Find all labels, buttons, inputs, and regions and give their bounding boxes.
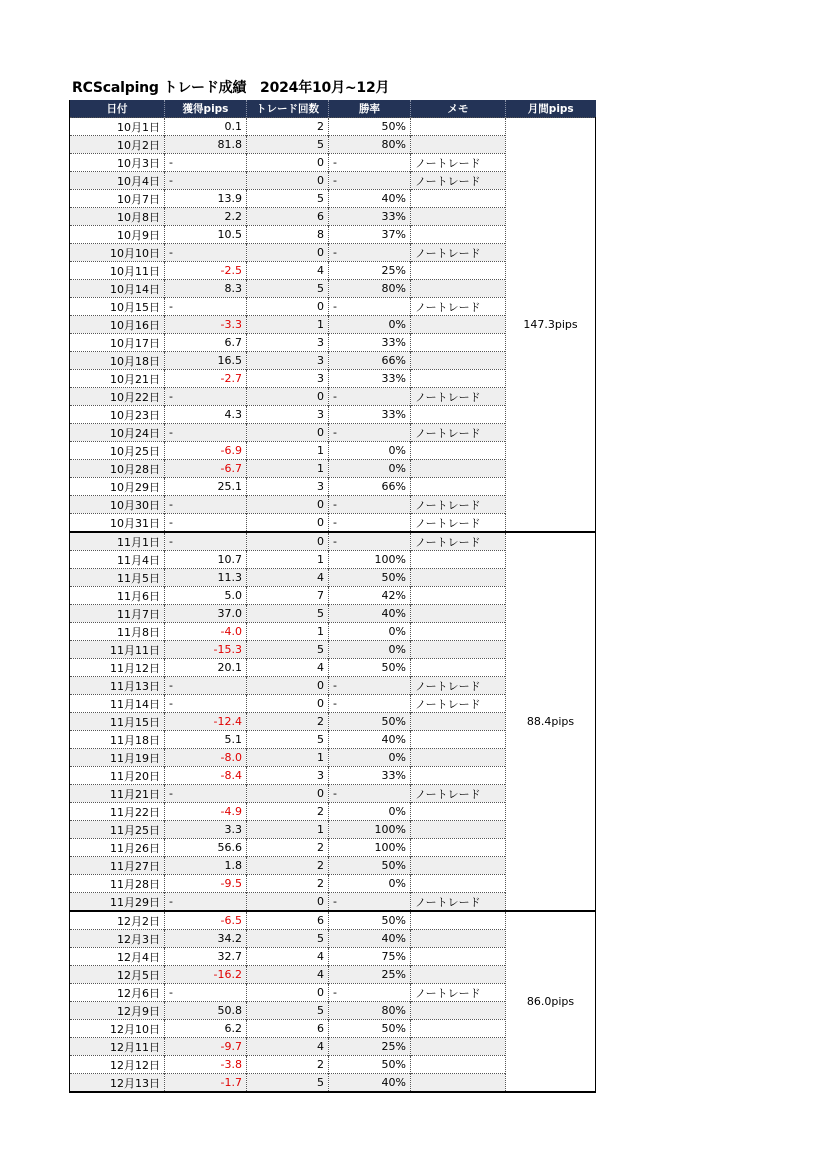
win-rate-cell: 40% <box>329 731 411 749</box>
memo-cell <box>411 605 506 623</box>
win-rate-cell: 33% <box>329 370 411 388</box>
trade-count-cell: 5 <box>247 280 329 298</box>
trade-count-cell: 0 <box>247 172 329 190</box>
pips-cell: -15.3 <box>165 641 247 659</box>
pips-cell: - <box>165 893 247 912</box>
header-pips: 獲得pips <box>165 100 247 118</box>
monthly-pips-cell: 147.3pips <box>506 118 596 533</box>
header-monthly-pips: 月間pips <box>506 100 596 118</box>
trade-count-cell: 3 <box>247 334 329 352</box>
win-rate-cell: 25% <box>329 966 411 984</box>
pips-cell: -1.7 <box>165 1074 247 1093</box>
win-rate-cell: 0% <box>329 442 411 460</box>
pips-cell: -16.2 <box>165 966 247 984</box>
date-cell: 10月8日 <box>70 208 165 226</box>
pips-cell: -8.0 <box>165 749 247 767</box>
memo-cell <box>411 659 506 677</box>
win-rate-cell: 100% <box>329 821 411 839</box>
date-cell: 11月6日 <box>70 587 165 605</box>
header-row <box>70 100 596 118</box>
pips-cell: - <box>165 496 247 514</box>
memo-cell <box>411 208 506 226</box>
pips-cell: -6.9 <box>165 442 247 460</box>
memo-cell <box>411 551 506 569</box>
memo-cell <box>411 623 506 641</box>
memo-cell: ノートレード <box>411 298 506 316</box>
trade-count-cell: 5 <box>247 136 329 154</box>
date-cell: 11月13日 <box>70 677 165 695</box>
date-cell: 11月22日 <box>70 803 165 821</box>
memo-cell: ノートレード <box>411 388 506 406</box>
pips-cell: 4.3 <box>165 406 247 424</box>
win-rate-cell: - <box>329 984 411 1002</box>
pips-cell: 5.0 <box>165 587 247 605</box>
win-rate-cell: 100% <box>329 551 411 569</box>
win-rate-cell: 0% <box>329 641 411 659</box>
memo-cell <box>411 839 506 857</box>
win-rate-cell: 0% <box>329 803 411 821</box>
date-cell: 11月8日 <box>70 623 165 641</box>
date-cell: 11月1日 <box>70 532 165 551</box>
date-cell: 10月9日 <box>70 226 165 244</box>
win-rate-cell: - <box>329 514 411 533</box>
win-rate-cell: - <box>329 695 411 713</box>
win-rate-cell: - <box>329 298 411 316</box>
date-cell: 10月14日 <box>70 280 165 298</box>
trade-count-cell: 6 <box>247 1020 329 1038</box>
memo-cell <box>411 406 506 424</box>
date-cell: 11月21日 <box>70 785 165 803</box>
pips-cell: -3.3 <box>165 316 247 334</box>
pips-cell: -4.0 <box>165 623 247 641</box>
pips-cell: -8.4 <box>165 767 247 785</box>
memo-cell: ノートレード <box>411 424 506 442</box>
date-cell: 10月2日 <box>70 136 165 154</box>
win-rate-cell: 66% <box>329 478 411 496</box>
trade-count-cell: 3 <box>247 370 329 388</box>
trade-count-cell: 2 <box>247 713 329 731</box>
table-body <box>70 118 596 1093</box>
memo-cell <box>411 857 506 875</box>
trade-count-cell: 0 <box>247 893 329 912</box>
table-row <box>70 532 596 551</box>
win-rate-cell: 50% <box>329 118 411 136</box>
date-cell: 12月6日 <box>70 984 165 1002</box>
win-rate-cell: - <box>329 244 411 262</box>
date-cell: 12月4日 <box>70 948 165 966</box>
date-cell: 12月13日 <box>70 1074 165 1093</box>
trade-count-cell: 7 <box>247 587 329 605</box>
win-rate-cell: 50% <box>329 911 411 930</box>
date-cell: 10月30日 <box>70 496 165 514</box>
win-rate-cell: - <box>329 677 411 695</box>
win-rate-cell: 50% <box>329 1020 411 1038</box>
trade-count-cell: 1 <box>247 551 329 569</box>
win-rate-cell: 80% <box>329 1002 411 1020</box>
memo-cell: ノートレード <box>411 695 506 713</box>
win-rate-cell: 40% <box>329 1074 411 1093</box>
trade-count-cell: 2 <box>247 857 329 875</box>
pips-cell: 32.7 <box>165 948 247 966</box>
date-cell: 11月12日 <box>70 659 165 677</box>
memo-cell <box>411 460 506 478</box>
date-cell: 10月28日 <box>70 460 165 478</box>
win-rate-cell: 33% <box>329 767 411 785</box>
header-win-rate: 勝率 <box>329 100 411 118</box>
date-cell: 10月23日 <box>70 406 165 424</box>
date-cell: 11月25日 <box>70 821 165 839</box>
trade-count-cell: 4 <box>247 569 329 587</box>
pips-cell: - <box>165 298 247 316</box>
pips-cell: -2.7 <box>165 370 247 388</box>
trade-count-cell: 0 <box>247 532 329 551</box>
trade-count-cell: 0 <box>247 298 329 316</box>
trade-count-cell: 0 <box>247 514 329 533</box>
win-rate-cell: 80% <box>329 136 411 154</box>
memo-cell <box>411 478 506 496</box>
trade-count-cell: 5 <box>247 731 329 749</box>
pips-cell: -6.5 <box>165 911 247 930</box>
date-cell: 11月27日 <box>70 857 165 875</box>
memo-cell <box>411 316 506 334</box>
pips-cell: - <box>165 785 247 803</box>
date-cell: 12月11日 <box>70 1038 165 1056</box>
pips-cell: - <box>165 677 247 695</box>
win-rate-cell: 33% <box>329 406 411 424</box>
pips-cell: -9.5 <box>165 875 247 893</box>
date-cell: 10月7日 <box>70 190 165 208</box>
memo-cell: ノートレード <box>411 244 506 262</box>
date-cell: 10月3日 <box>70 154 165 172</box>
memo-cell <box>411 352 506 370</box>
trade-count-cell: 3 <box>247 406 329 424</box>
monthly-pips-cell: 86.0pips <box>506 911 596 1092</box>
date-cell: 12月2日 <box>70 911 165 930</box>
trade-count-cell: 1 <box>247 442 329 460</box>
trade-count-cell: 2 <box>247 839 329 857</box>
win-rate-cell: 75% <box>329 948 411 966</box>
pips-cell: - <box>165 695 247 713</box>
trade-count-cell: 0 <box>247 154 329 172</box>
memo-cell <box>411 749 506 767</box>
date-cell: 11月5日 <box>70 569 165 587</box>
trade-count-cell: 4 <box>247 659 329 677</box>
date-cell: 10月25日 <box>70 442 165 460</box>
trade-count-cell: 0 <box>247 388 329 406</box>
win-rate-cell: 50% <box>329 659 411 677</box>
trade-count-cell: 1 <box>247 821 329 839</box>
memo-cell <box>411 587 506 605</box>
pips-cell: 34.2 <box>165 930 247 948</box>
pips-cell: - <box>165 424 247 442</box>
memo-cell <box>411 1038 506 1056</box>
win-rate-cell: - <box>329 496 411 514</box>
win-rate-cell: 50% <box>329 857 411 875</box>
memo-cell: ノートレード <box>411 893 506 912</box>
memo-cell <box>411 948 506 966</box>
win-rate-cell: - <box>329 893 411 912</box>
trade-count-cell: 2 <box>247 803 329 821</box>
memo-cell <box>411 280 506 298</box>
trade-count-cell: 4 <box>247 1038 329 1056</box>
pips-cell: - <box>165 532 247 551</box>
trade-count-cell: 0 <box>247 785 329 803</box>
memo-cell: ノートレード <box>411 172 506 190</box>
trade-count-cell: 6 <box>247 208 329 226</box>
memo-cell: ノートレード <box>411 496 506 514</box>
win-rate-cell: 40% <box>329 605 411 623</box>
date-cell: 10月1日 <box>70 118 165 136</box>
memo-cell <box>411 875 506 893</box>
memo-cell <box>411 1056 506 1074</box>
win-rate-cell: 50% <box>329 1056 411 1074</box>
win-rate-cell: 50% <box>329 569 411 587</box>
trade-count-cell: 8 <box>247 226 329 244</box>
trade-count-cell: 0 <box>247 695 329 713</box>
trade-count-cell: 2 <box>247 875 329 893</box>
date-cell: 10月10日 <box>70 244 165 262</box>
memo-cell <box>411 767 506 785</box>
date-cell: 10月18日 <box>70 352 165 370</box>
date-cell: 11月11日 <box>70 641 165 659</box>
table-row <box>70 118 596 136</box>
memo-cell: ノートレード <box>411 677 506 695</box>
trade-count-cell: 1 <box>247 460 329 478</box>
win-rate-cell: - <box>329 424 411 442</box>
trade-count-cell: 0 <box>247 244 329 262</box>
pips-cell: - <box>165 514 247 533</box>
trade-count-cell: 1 <box>247 316 329 334</box>
pips-cell: - <box>165 984 247 1002</box>
date-cell: 11月4日 <box>70 551 165 569</box>
win-rate-cell: 0% <box>329 875 411 893</box>
win-rate-cell: 0% <box>329 749 411 767</box>
pips-cell: 1.8 <box>165 857 247 875</box>
date-cell: 11月18日 <box>70 731 165 749</box>
trade-count-cell: 3 <box>247 352 329 370</box>
date-cell: 10月22日 <box>70 388 165 406</box>
win-rate-cell: 25% <box>329 1038 411 1056</box>
date-cell: 10月16日 <box>70 316 165 334</box>
pips-cell: 25.1 <box>165 478 247 496</box>
trade-count-cell: 5 <box>247 930 329 948</box>
date-cell: 12月12日 <box>70 1056 165 1074</box>
memo-cell <box>411 569 506 587</box>
win-rate-cell: 66% <box>329 352 411 370</box>
date-cell: 11月7日 <box>70 605 165 623</box>
pips-cell: - <box>165 244 247 262</box>
pips-cell: 10.7 <box>165 551 247 569</box>
pips-cell: 11.3 <box>165 569 247 587</box>
trade-count-cell: 0 <box>247 424 329 442</box>
win-rate-cell: 37% <box>329 226 411 244</box>
pips-cell: 37.0 <box>165 605 247 623</box>
win-rate-cell: 40% <box>329 190 411 208</box>
header-date: 日付 <box>70 100 165 118</box>
date-cell: 12月10日 <box>70 1020 165 1038</box>
pips-cell: 81.8 <box>165 136 247 154</box>
date-cell: 12月9日 <box>70 1002 165 1020</box>
memo-cell <box>411 136 506 154</box>
pips-cell: 5.1 <box>165 731 247 749</box>
trade-count-cell: 6 <box>247 911 329 930</box>
win-rate-cell: 0% <box>329 316 411 334</box>
date-cell: 11月14日 <box>70 695 165 713</box>
pips-cell: - <box>165 388 247 406</box>
date-cell: 10月11日 <box>70 262 165 280</box>
trade-count-cell: 5 <box>247 190 329 208</box>
win-rate-cell: 80% <box>329 280 411 298</box>
trade-count-cell: 0 <box>247 496 329 514</box>
win-rate-cell: - <box>329 785 411 803</box>
win-rate-cell: 0% <box>329 623 411 641</box>
pips-cell: -9.7 <box>165 1038 247 1056</box>
pips-cell: - <box>165 172 247 190</box>
date-cell: 10月4日 <box>70 172 165 190</box>
date-cell: 11月26日 <box>70 839 165 857</box>
memo-cell <box>411 1002 506 1020</box>
memo-cell <box>411 1020 506 1038</box>
win-rate-cell: 50% <box>329 713 411 731</box>
memo-cell <box>411 226 506 244</box>
memo-cell: ノートレード <box>411 514 506 533</box>
win-rate-cell: - <box>329 532 411 551</box>
pips-cell: 8.3 <box>165 280 247 298</box>
trade-count-cell: 5 <box>247 1002 329 1020</box>
trade-count-cell: 3 <box>247 767 329 785</box>
win-rate-cell: 0% <box>329 460 411 478</box>
header-trade-count: トレード回数 <box>247 100 329 118</box>
pips-cell: -6.7 <box>165 460 247 478</box>
memo-cell: ノートレード <box>411 984 506 1002</box>
win-rate-cell: 42% <box>329 587 411 605</box>
win-rate-cell: 100% <box>329 839 411 857</box>
trade-count-cell: 4 <box>247 966 329 984</box>
trade-count-cell: 5 <box>247 1074 329 1093</box>
memo-cell <box>411 803 506 821</box>
pips-cell: 50.8 <box>165 1002 247 1020</box>
memo-cell <box>411 731 506 749</box>
trade-count-cell: 4 <box>247 262 329 280</box>
trade-count-cell: 0 <box>247 677 329 695</box>
trade-count-cell: 1 <box>247 623 329 641</box>
pips-cell: 2.2 <box>165 208 247 226</box>
pips-cell: 0.1 <box>165 118 247 136</box>
pips-cell: -12.4 <box>165 713 247 731</box>
date-cell: 11月19日 <box>70 749 165 767</box>
table-row <box>70 911 596 930</box>
date-cell: 12月5日 <box>70 966 165 984</box>
pips-cell: 3.3 <box>165 821 247 839</box>
memo-cell <box>411 442 506 460</box>
memo-cell <box>411 118 506 136</box>
win-rate-cell: 33% <box>329 334 411 352</box>
memo-cell: ノートレード <box>411 785 506 803</box>
win-rate-cell: - <box>329 388 411 406</box>
trade-count-cell: 5 <box>247 641 329 659</box>
date-cell: 10月29日 <box>70 478 165 496</box>
trade-count-cell: 2 <box>247 118 329 136</box>
date-cell: 11月20日 <box>70 767 165 785</box>
win-rate-cell: - <box>329 154 411 172</box>
date-cell: 10月15日 <box>70 298 165 316</box>
memo-cell <box>411 334 506 352</box>
pips-cell: -4.9 <box>165 803 247 821</box>
memo-cell: ノートレード <box>411 532 506 551</box>
date-cell: 10月31日 <box>70 514 165 533</box>
trade-count-cell: 1 <box>247 749 329 767</box>
pips-cell: 13.9 <box>165 190 247 208</box>
memo-cell <box>411 641 506 659</box>
memo-cell <box>411 821 506 839</box>
pips-cell: - <box>165 154 247 172</box>
date-cell: 11月29日 <box>70 893 165 912</box>
date-cell: 10月17日 <box>70 334 165 352</box>
date-cell: 10月21日 <box>70 370 165 388</box>
header-memo: メモ <box>411 100 506 118</box>
pips-cell: 20.1 <box>165 659 247 677</box>
pips-cell: 56.6 <box>165 839 247 857</box>
memo-cell <box>411 190 506 208</box>
win-rate-cell: 33% <box>329 208 411 226</box>
date-cell: 11月15日 <box>70 713 165 731</box>
memo-cell <box>411 911 506 930</box>
win-rate-cell: 25% <box>329 262 411 280</box>
trade-count-cell: 3 <box>247 478 329 496</box>
monthly-pips-cell: 88.4pips <box>506 532 596 911</box>
date-cell: 12月3日 <box>70 930 165 948</box>
pips-cell: 10.5 <box>165 226 247 244</box>
trade-count-cell: 2 <box>247 1056 329 1074</box>
date-cell: 11月28日 <box>70 875 165 893</box>
date-cell: 10月24日 <box>70 424 165 442</box>
pips-cell: 6.2 <box>165 1020 247 1038</box>
pips-cell: -3.8 <box>165 1056 247 1074</box>
trade-count-cell: 5 <box>247 605 329 623</box>
memo-cell <box>411 966 506 984</box>
win-rate-cell: - <box>329 172 411 190</box>
report-title: RCScalping トレード成績 2024年10月~12月 <box>72 80 390 96</box>
memo-cell <box>411 930 506 948</box>
pips-cell: 6.7 <box>165 334 247 352</box>
trade-count-cell: 4 <box>247 948 329 966</box>
memo-cell: ノートレード <box>411 154 506 172</box>
trade-count-cell: 0 <box>247 984 329 1002</box>
trade-results-table <box>69 100 596 1093</box>
memo-cell <box>411 713 506 731</box>
memo-cell <box>411 370 506 388</box>
win-rate-cell: 40% <box>329 930 411 948</box>
pips-cell: -2.5 <box>165 262 247 280</box>
pips-cell: 16.5 <box>165 352 247 370</box>
memo-cell <box>411 262 506 280</box>
memo-cell <box>411 1074 506 1093</box>
